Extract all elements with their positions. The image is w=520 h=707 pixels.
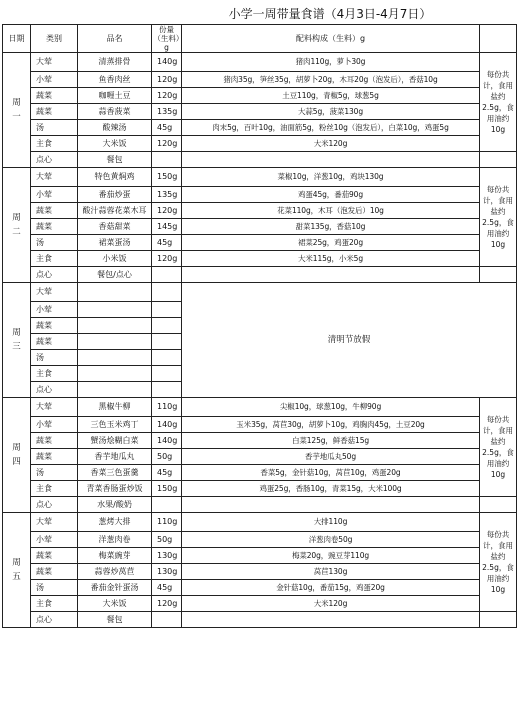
table-row xyxy=(3,532,517,548)
dish-cell: 清蒸排骨 xyxy=(78,53,152,72)
table-row xyxy=(3,235,517,251)
salt-oil-note: 每份共计，食用盐约2.5g，食用油约10g xyxy=(480,398,517,497)
category-cell: 点心 xyxy=(31,612,78,628)
ingredients-cell: 鸡蛋25g，香肠10g，青菜15g，大米100g xyxy=(182,481,480,497)
portion-cell: 130g xyxy=(152,548,182,564)
category-cell: 小荤 xyxy=(31,532,78,548)
day-label-char: 周 xyxy=(12,328,21,338)
table-row xyxy=(3,417,517,433)
category-cell: 小荤 xyxy=(31,72,78,88)
category-cell: 汤 xyxy=(31,120,78,136)
menu-body xyxy=(3,53,517,628)
portion-cell: 120g xyxy=(152,88,182,104)
day-label-char: 四 xyxy=(12,457,21,467)
portion-cell: 120g xyxy=(152,203,182,219)
table-row xyxy=(3,433,517,449)
day-label-char: 周 xyxy=(12,558,21,568)
dish-cell: 香芋地瓜丸 xyxy=(78,449,152,465)
ingredients-cell: 莴苣130g xyxy=(182,564,480,580)
ingredients-cell: 尖椒10g，球葱10g，牛柳90g xyxy=(182,398,480,417)
dish-cell xyxy=(78,350,152,366)
category-cell: 小荤 xyxy=(31,187,78,203)
portion-cell: 45g xyxy=(152,580,182,596)
holiday-notice: 清明节放假 xyxy=(182,283,517,398)
dish-cell: 蟹汤烩糊白菜 xyxy=(78,433,152,449)
category-cell: 蔬菜 xyxy=(31,88,78,104)
category-cell: 大荤 xyxy=(31,398,78,417)
dish-cell: 大米饭 xyxy=(78,136,152,152)
dish-cell: 蒜香菠菜 xyxy=(78,104,152,120)
table-row xyxy=(3,497,517,513)
header-ingredients: 配料构成（生料）g xyxy=(182,25,480,53)
header-portion: 份量（生料）g xyxy=(153,25,180,52)
note-empty-cell xyxy=(480,152,517,168)
ingredients-cell: 香菜5g，金针菇10g，莴苣10g，鸡蛋20g xyxy=(182,465,480,481)
dish-cell: 酸汁蒜蓉花菜木耳 xyxy=(78,203,152,219)
ingredients-cell: 鸡蛋45g，番茄90g xyxy=(182,187,480,203)
salt-oil-note: 每份共计，食用盐约2.5g，食用油约10g xyxy=(480,53,517,152)
day-label-char: 周 xyxy=(12,98,21,108)
category-cell: 汤 xyxy=(31,580,78,596)
dish-cell xyxy=(78,283,152,302)
day-label xyxy=(3,398,31,513)
dish-cell: 小米饭 xyxy=(78,251,152,267)
table-row xyxy=(3,187,517,203)
ingredients-cell: 洋葱肉卷50g xyxy=(182,532,480,548)
dish-cell xyxy=(78,302,152,318)
ingredients-cell xyxy=(182,267,480,283)
portion-cell xyxy=(152,366,182,382)
portion-cell xyxy=(152,334,182,350)
table-row xyxy=(3,596,517,612)
category-cell: 蔬菜 xyxy=(31,449,78,465)
table-row xyxy=(3,53,517,72)
portion-cell: 120g xyxy=(152,251,182,267)
dish-cell: 大米饭 xyxy=(78,596,152,612)
category-cell: 大荤 xyxy=(31,283,78,302)
portion-cell: 120g xyxy=(152,72,182,88)
table-row xyxy=(3,283,517,302)
ingredients-cell: 花菜110g，木耳（泡发后）10g xyxy=(182,203,480,219)
portion-cell: 50g xyxy=(152,449,182,465)
category-cell: 蔬菜 xyxy=(31,433,78,449)
dish-cell: 餐包 xyxy=(78,612,152,628)
portion-cell: 45g xyxy=(152,120,182,136)
table-row xyxy=(3,168,517,187)
ingredients-cell: 玉米35g，莴苣30g，胡萝卜10g，鸡胸肉45g，土豆20g xyxy=(182,417,480,433)
category-cell: 蔬菜 xyxy=(31,334,78,350)
portion-cell: 150g xyxy=(152,481,182,497)
table-row xyxy=(3,513,517,532)
portion-cell xyxy=(152,497,182,513)
dish-cell: 三色玉米鸡丁 xyxy=(78,417,152,433)
portion-cell: 45g xyxy=(152,235,182,251)
portion-cell: 110g xyxy=(152,398,182,417)
portion-cell xyxy=(152,318,182,334)
table-row xyxy=(3,88,517,104)
table-row xyxy=(3,104,517,120)
dish-cell: 餐包 xyxy=(78,152,152,168)
dish-cell: 香菜三色蛋羹 xyxy=(78,465,152,481)
ingredients-cell: 肉末5g，百叶10g，油面筋5g，粉丝10g（泡发后），白菜10g，鸡蛋5g xyxy=(182,120,480,136)
dish-cell: 洋葱肉卷 xyxy=(78,532,152,548)
table-row xyxy=(3,152,517,168)
category-cell: 点心 xyxy=(31,267,78,283)
category-cell: 汤 xyxy=(31,350,78,366)
portion-cell xyxy=(152,152,182,168)
portion-cell xyxy=(152,350,182,366)
portion-cell: 120g xyxy=(152,136,182,152)
header-date: 日期 xyxy=(3,25,31,53)
ingredients-cell: 梅菜20g，豌豆芽110g xyxy=(182,548,480,564)
portion-cell xyxy=(152,382,182,398)
dish-cell: 鱼香肉丝 xyxy=(78,72,152,88)
dish-cell: 青菜香肠蛋炒饭 xyxy=(78,481,152,497)
category-cell: 大荤 xyxy=(31,513,78,532)
table-row xyxy=(3,136,517,152)
menu-sheet xyxy=(2,2,518,703)
table-row xyxy=(3,267,517,283)
table-row xyxy=(3,580,517,596)
category-cell: 汤 xyxy=(31,465,78,481)
day-label-char: 二 xyxy=(12,227,21,237)
header-category: 类别 xyxy=(31,25,78,53)
category-cell: 主食 xyxy=(31,481,78,497)
note-empty-cell xyxy=(480,612,517,628)
ingredients-cell: 大蒜5g，菠菜130g xyxy=(182,104,480,120)
dish-cell: 水果/酸奶 xyxy=(78,497,152,513)
category-cell: 点心 xyxy=(31,382,78,398)
category-cell: 主食 xyxy=(31,596,78,612)
dish-cell: 酸辣汤 xyxy=(78,120,152,136)
table-row xyxy=(3,465,517,481)
ingredients-cell: 菜椒10g，洋葱10g，鸡块130g xyxy=(182,168,480,187)
day-label xyxy=(3,53,31,168)
dish-cell xyxy=(78,318,152,334)
dish-cell: 番茄炒蛋 xyxy=(78,187,152,203)
portion-cell xyxy=(152,267,182,283)
day-label xyxy=(3,513,31,628)
table-row xyxy=(3,564,517,580)
dish-cell: 香菇甜菜 xyxy=(78,219,152,235)
day-label xyxy=(3,168,31,283)
table-row xyxy=(3,612,517,628)
day-label-char: 周 xyxy=(12,213,21,223)
table-row xyxy=(3,449,517,465)
dish-cell xyxy=(78,382,152,398)
table-row xyxy=(3,481,517,497)
ingredients-cell: 裙菜25g，鸡蛋20g xyxy=(182,235,480,251)
portion-cell: 140g xyxy=(152,417,182,433)
note-empty-cell xyxy=(480,497,517,513)
portion-cell: 110g xyxy=(152,513,182,532)
category-cell: 蔬菜 xyxy=(31,219,78,235)
ingredients-cell: 土豆110g，青椒5g，球葱5g xyxy=(182,88,480,104)
table-row xyxy=(3,120,517,136)
salt-oil-note: 每份共计，食用盐约2.5g，食用油约10g xyxy=(480,513,517,612)
category-cell: 蔬菜 xyxy=(31,104,78,120)
ingredients-cell xyxy=(182,152,480,168)
dish-cell: 梅菜豌芽 xyxy=(78,548,152,564)
table-row xyxy=(3,72,517,88)
ingredients-cell: 大米120g xyxy=(182,596,480,612)
table-row xyxy=(3,398,517,417)
dish-cell: 特色黄焖鸡 xyxy=(78,168,152,187)
category-cell: 主食 xyxy=(31,251,78,267)
menu-title: 小学一周带量食谱（4月3日-4月7日） xyxy=(228,7,432,21)
portion-cell xyxy=(152,283,182,302)
category-cell: 小荤 xyxy=(31,302,78,318)
day-label-char: 五 xyxy=(12,572,21,582)
category-cell: 蔬菜 xyxy=(31,318,78,334)
portion-cell: 135g xyxy=(152,187,182,203)
ingredients-cell: 白菜125g，鲜香菇15g xyxy=(182,433,480,449)
salt-oil-note: 每份共计，食用盐约2.5g，食用油约10g xyxy=(480,168,517,267)
portion-cell xyxy=(152,302,182,318)
category-cell: 主食 xyxy=(31,366,78,382)
dish-cell: 葱烤大排 xyxy=(78,513,152,532)
ingredients-cell: 大排110g xyxy=(182,513,480,532)
note-empty-cell xyxy=(480,267,517,283)
table-row xyxy=(3,251,517,267)
category-cell: 大荤 xyxy=(31,53,78,72)
portion-cell: 140g xyxy=(152,433,182,449)
portion-cell: 120g xyxy=(152,596,182,612)
ingredients-cell: 大米115g，小米5g xyxy=(182,251,480,267)
header-note xyxy=(480,25,517,53)
table-row xyxy=(3,219,517,235)
ingredients-cell xyxy=(182,612,480,628)
dish-cell: 蒜蓉炒莴苣 xyxy=(78,564,152,580)
category-cell: 蔬菜 xyxy=(31,564,78,580)
dish-cell: 咖喱土豆 xyxy=(78,88,152,104)
category-cell: 蔬菜 xyxy=(31,203,78,219)
portion-cell: 145g xyxy=(152,219,182,235)
category-cell: 大荤 xyxy=(31,168,78,187)
header-dish: 品名 xyxy=(78,25,152,53)
ingredients-cell xyxy=(182,497,480,513)
category-cell: 点心 xyxy=(31,152,78,168)
day-label-char: 周 xyxy=(12,443,21,453)
portion-cell: 45g xyxy=(152,465,182,481)
dish-cell xyxy=(78,366,152,382)
table-row xyxy=(3,548,517,564)
portion-cell: 150g xyxy=(152,168,182,187)
ingredients-cell: 猪肉35g，笋丝35g，胡萝卜20g，木耳20g（泡发后），香菇10g xyxy=(182,72,480,88)
ingredients-cell: 甜菜135g，香菇10g xyxy=(182,219,480,235)
table-row xyxy=(3,203,517,219)
dish-cell xyxy=(78,334,152,350)
category-cell: 主食 xyxy=(31,136,78,152)
portion-cell: 50g xyxy=(152,532,182,548)
dish-cell: 黑椒牛柳 xyxy=(78,398,152,417)
portion-cell: 135g xyxy=(152,104,182,120)
ingredients-cell: 猪肉110g，萝卜30g xyxy=(182,53,480,72)
portion-cell: 130g xyxy=(152,564,182,580)
dish-cell: 餐包/点心 xyxy=(78,267,152,283)
day-label-char: 一 xyxy=(12,112,21,122)
category-cell: 汤 xyxy=(31,235,78,251)
day-label-char: 三 xyxy=(12,342,21,352)
day-label xyxy=(3,283,31,398)
category-cell: 小荤 xyxy=(31,417,78,433)
category-cell: 点心 xyxy=(31,497,78,513)
ingredients-cell: 香芋地瓜丸50g xyxy=(182,449,480,465)
dish-cell: 番茄金针蛋汤 xyxy=(78,580,152,596)
ingredients-cell: 金针菇10g，番茄15g，鸡蛋20g xyxy=(182,580,480,596)
title-row xyxy=(2,2,516,24)
portion-cell: 140g xyxy=(152,53,182,72)
category-cell: 蔬菜 xyxy=(31,548,78,564)
weekly-menu-table xyxy=(2,24,517,628)
dish-cell: 裙菜蛋汤 xyxy=(78,235,152,251)
ingredients-cell: 大米120g xyxy=(182,136,480,152)
portion-cell xyxy=(152,612,182,628)
